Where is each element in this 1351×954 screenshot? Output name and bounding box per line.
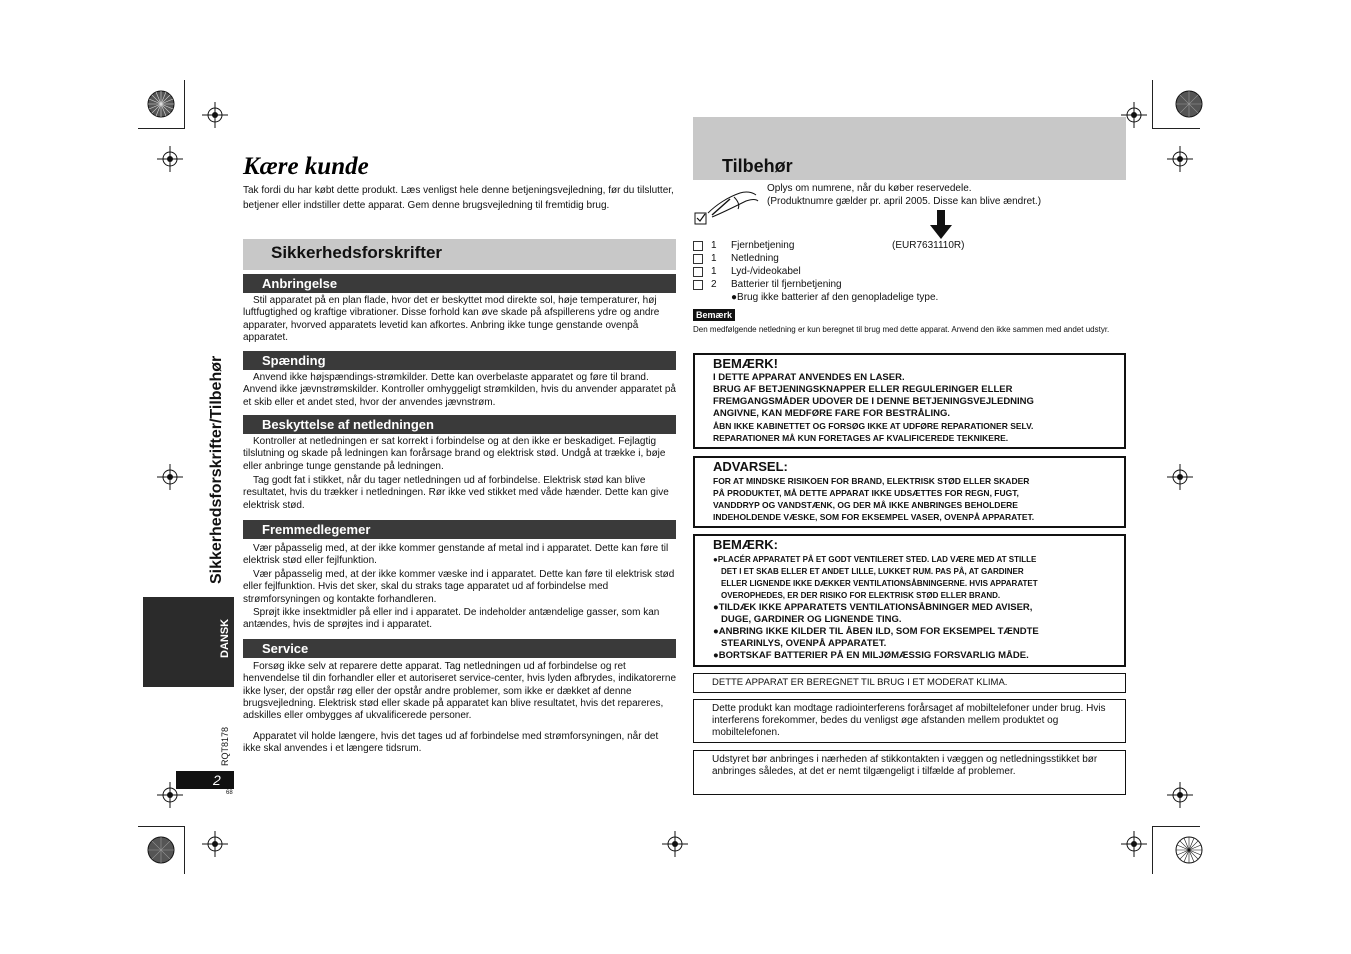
accessories-title: Tilbehør bbox=[722, 156, 793, 176]
warning-box bbox=[693, 456, 1126, 528]
checkbox[interactable] bbox=[693, 267, 703, 277]
page-number: 2 bbox=[213, 772, 221, 788]
crosshair-icon bbox=[1167, 146, 1193, 172]
subsection-text: Forsøg ikke selv at reparere dette apparat. Tag netledningen ud af forbindelse og ret henvendelse til din forhandler eller et autoriseret service-center, hvis lyden afbrydes, indikatorerne ikke lyser, der opstår røg eller der opstår andre problemer, som ikke er dækket af denne brugsvejledning. Elektrisk stød eller skade på apparatet kan blive resultatet, hvis det repareres, adskilles eller ombygges af ukvalificerede personer. bbox=[243, 661, 677, 722]
small-code: 68 bbox=[226, 790, 233, 796]
note-text: Den medfølgende netledning er kun beregnet til brug med dette apparat. Anvend den ikke sammen med andet udstyr. bbox=[693, 325, 1110, 334]
language-label: DANSK bbox=[219, 618, 231, 658]
registration-sun-icon bbox=[147, 90, 175, 118]
subsection-text: Vær påpasselig med, at der ikke kommer genstande af metal ind i apparatet. Dette kan føre til elektrisk stød eller fejlfunktion. bbox=[243, 543, 669, 567]
registration-sun-icon bbox=[1175, 90, 1203, 118]
interference-text: Dette produkt kan modtage radiointerferens forårsaget af mobiltelefoner under brug. Hvis interferens forekommer, bedes du venligst øge afstanden mellem produktet og mobiltelefonen. bbox=[712, 703, 1106, 738]
section-header bbox=[243, 239, 676, 270]
subsection-header: Service bbox=[243, 639, 676, 658]
subsection-text: Kontroller at netledningen er sat korrekt i forbindelse og at den ikke er beskadiget. Fejlagtig tilslutning og skade på ledningen kan forårsage brand og elektrisk stød. Undgå at trække i, bøje eller anbringe tunge genstande på ledningen. bbox=[243, 436, 666, 472]
subsection-header: Fremmedlegemer bbox=[243, 520, 676, 539]
subsection-header: Spænding bbox=[243, 351, 676, 370]
subsection-header: Anbringelse bbox=[243, 274, 676, 293]
outlet-text: Udstyret bør anbringes i nærheden af stikkontakten i væggen og netledningsstikket bør anbringes således, at det er nemt tilgængeligt i tilfælde af problemer. bbox=[712, 754, 1098, 777]
accessories-header bbox=[693, 117, 1126, 180]
crosshair-icon bbox=[1167, 782, 1193, 808]
subsection-text: Apparatet vil holde længere, hvis det tages ud af forbindelse med strømforsyningen, når det ikke skal anvendes i et længere tidsrum. bbox=[243, 731, 659, 755]
crosshair-icon bbox=[1121, 831, 1147, 857]
warning-heading: ADVARSEL: bbox=[713, 459, 788, 474]
page-number-box bbox=[176, 771, 234, 789]
crosshair-icon bbox=[157, 146, 183, 172]
caution-box bbox=[693, 353, 1126, 449]
subsection-text: Anvend ikke højspændings-strømkilder. Dette kan overbelaste apparatet og føre til brand. Anvend ikke jævnstrømskilder. Kontroller omhyggeligt strømkilden, hvis du anvender apparatet på et skib eller et andet sted, hvor der anvendes jævnstrøm. bbox=[243, 372, 676, 408]
subsection-header: Beskyttelse af netledningen bbox=[243, 415, 676, 434]
warning-text: FOR AT MINDSKE RISIKOEN FOR BRAND, ELEKTRISK STØD ELLER SKADER PÅ PRODUKTET, MÅ DETTE APPARAT IKKE UDSÆTTES FOR REGN, FUGT, VANDDRYP OG VANDSTÆNK, OG DER MÅ IKKE ANBRINGES BEHOLDERE INDEHOLDENDE VÆSKE, SOM FOR EKSEMPEL VASER, OVENPÅ APPARATET. bbox=[713, 476, 1035, 522]
subsection-text: Sprøjt ikke insektmidler på eller ind i apparatet. De indeholder antændelige gasser, som kan antændes, hvis de sprøjtes ind i apparatet. bbox=[243, 607, 660, 631]
writing-hand-icon bbox=[694, 183, 764, 225]
crosshair-icon bbox=[157, 464, 183, 490]
subsection-text: Vær påpasselig med, at der ikke kommer væske ind i apparatet. Dette kan føre til elektrisk stød eller fejlfunktion. Hvis det sker, skal du straks tage apparatet ud af forbindelse med strømforsyningen og kontakte forhandleren. bbox=[243, 569, 675, 605]
checkbox[interactable] bbox=[693, 280, 703, 290]
caution-heading: BEMÆRK! bbox=[713, 356, 778, 371]
side-title: Sikkerhedsforskrifter/Tilbehør bbox=[208, 355, 225, 584]
checkbox[interactable] bbox=[693, 241, 703, 251]
checkbox[interactable] bbox=[693, 254, 703, 264]
crosshair-icon bbox=[202, 831, 228, 857]
section-title: Sikkerhedsforskrifter bbox=[271, 243, 443, 262]
intro-text: Tak fordi du har købt dette produkt. Læs venligst hele denne betjeningsvejledning, før du tilslutter, betjener eller indstiller dette apparat. Gem denne brugsvejledning til fremtidig brug. bbox=[243, 185, 674, 211]
subsection-text: Tag godt fat i stikket, når du tager netledningen ud af forbindelse. Elektrisk stød kan blive resultatet, hvis du trækker i netledningen. Rør ikke ved stikket med våde hænder. Dette kan give elektrisk stød. bbox=[243, 475, 669, 511]
registration-sun-icon bbox=[147, 836, 175, 864]
climate-text: DETTE APPARAT ER BEREGNET TIL BRUG I ET MODERAT KLIMA. bbox=[712, 677, 1008, 688]
outlet-box bbox=[693, 750, 1126, 795]
climate-box bbox=[693, 673, 1126, 693]
note-tag: Bemærk bbox=[693, 309, 735, 321]
notice-text: ●PLACÉR APPARATET PÅ ET GODT VENTILERET STED. LAD VÆRE MED AT STILLE DET I ET SKAB ELLER ET ANDET LILLE, LUKKET RUM. PAS PÅ, AT GARDINER ELLER LIGNENDE IKKE DÆKKER VENTILATIONSÅBNINGERNE. HVIS APPARATET OVEROPHEDES, ER DER RISIKO FOR ELEKTRISK STØD ELLER BRAND. ●TILDÆK IKKE APPARATETS VENTILATIONSÅBNINGER MED AVISER, DUGE, GARDINER OG LIGNENDE TING. ●ANBRING IKKE KILDER TIL ÅBEN ILD, SOM FOR EKSEMPEL TÆNDTE STEARINLYS, OVENPÅ APPARATET. ●BORTSKAF BATTERIER PÅ EN MILJØMÆSSIG FORSVARLIG MÅDE. bbox=[713, 555, 1039, 661]
notice-heading: BEMÆRK: bbox=[713, 537, 778, 552]
crosshair-icon bbox=[662, 831, 688, 857]
doc-code: RQT8178 bbox=[220, 726, 230, 766]
subsection-text: Stil apparatet på en plan flade, hvor det er beskyttet mod direkte sol, høje temperaturer, høj luftfugtighed og kraftige vibrationer. Disse forhold kan øve skade på afspillerens ydre og andre apparater, hvorved apparatets levetid kan afkortes. Anbring ikke tunge genstande ovenpå apparatet. bbox=[243, 295, 660, 343]
caution-text: I DETTE APPARAT ANVENDES EN LASER. BRUG AF BETJENINGSKNAPPER ELLER REGULERINGER ELLER FREMGANGSMÅDER UDOVER DE I DENNE BETJENINGSVEJLEDNING ANGIVNE, KAN MEDFØRE FARE FOR BESTRÅLING. ÅBN IKKE KABINETTET OG FORSØG IKKE AT UDFØRE REPARATIONER SELV. REPARATIONER MÅ KUN FORETAGES AF KVALIFICEREDE TEKNIKERE. bbox=[713, 372, 1034, 443]
notice-box bbox=[693, 534, 1126, 667]
registration-sun-icon bbox=[1175, 836, 1203, 864]
crosshair-icon bbox=[202, 102, 228, 128]
accessories-note: Oplys om numrene, når du køber reservedele. (Produktnumre gælder pr. april 2005. Disse kan blive ændret.) bbox=[767, 183, 1042, 207]
interference-box bbox=[693, 699, 1126, 743]
page-title: Kære kunde bbox=[243, 153, 369, 180]
crosshair-icon bbox=[1167, 464, 1193, 490]
arrow-down-icon bbox=[930, 210, 952, 240]
